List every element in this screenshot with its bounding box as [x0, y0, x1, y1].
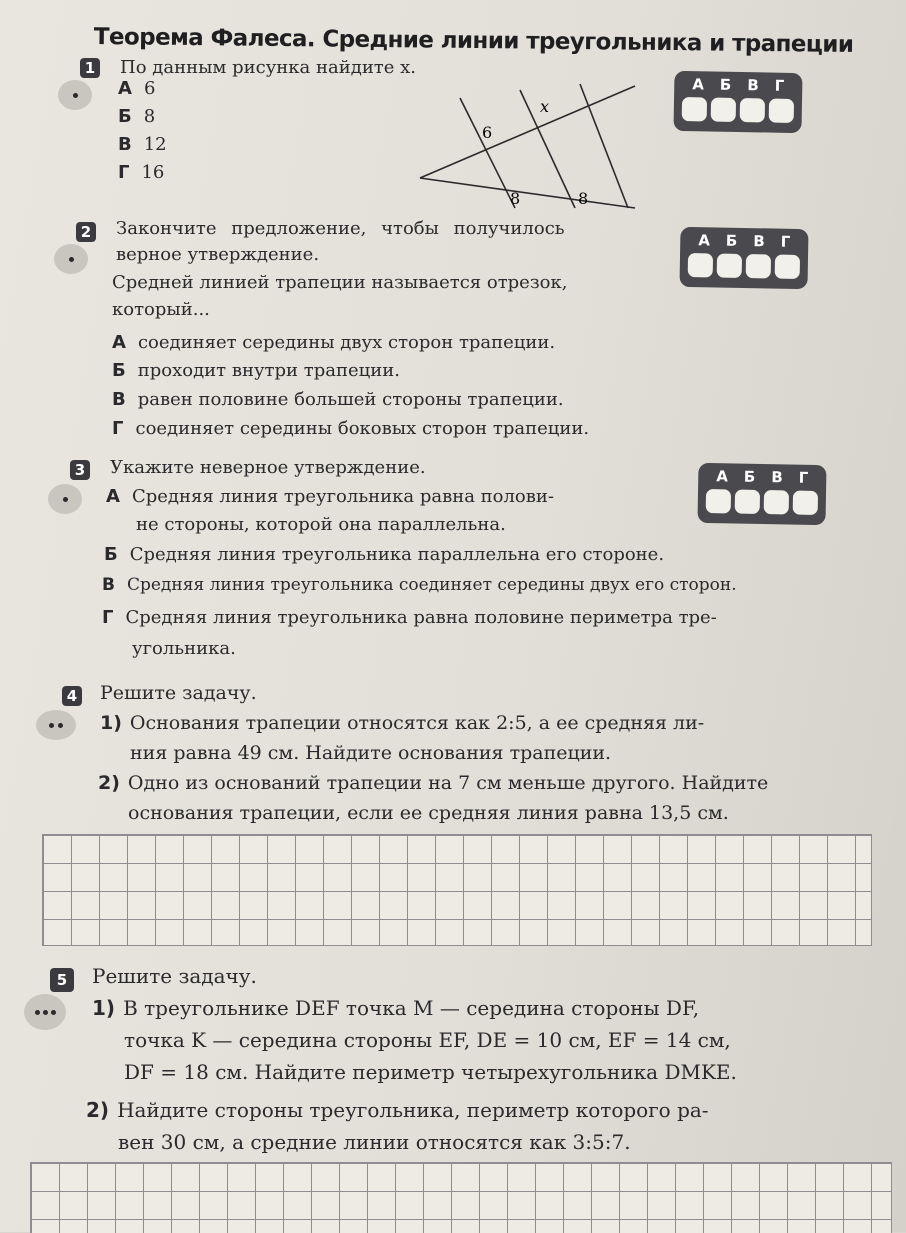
option-letter: А	[106, 486, 120, 507]
task-stem: Средней линией трапеции называется отрезок,	[112, 272, 568, 293]
item-number: 1)	[100, 712, 122, 734]
difficulty-marker	[58, 80, 92, 110]
option-a[interactable]	[118, 78, 155, 99]
answer-cell-b[interactable]	[717, 254, 742, 278]
option-text: Средняя линия треугольника равна половине периметра тре-	[125, 607, 717, 628]
option-text: 16	[141, 162, 165, 183]
page-title: Теорема Фалеса. Средние линии треугольника и трапеции	[93, 24, 854, 58]
answer-letter: Г	[798, 468, 809, 487]
option-b[interactable]	[112, 360, 400, 381]
option-letter: В	[112, 389, 126, 410]
option-b[interactable]	[118, 106, 155, 127]
option-a-continuation: не стороны, которой она параллельна.	[136, 514, 506, 535]
option-text: Средняя линия треугольника равна полови-	[131, 486, 554, 507]
item-number: 2)	[86, 1098, 110, 1122]
task-item-2	[98, 772, 768, 794]
task-item-1-continuation: ния равна 49 см. Найдите основания трапеции.	[130, 742, 612, 764]
task-prompt: По данным рисунка найдите x.	[120, 57, 417, 78]
answer-box	[697, 463, 826, 525]
answer-letter: В	[771, 468, 783, 487]
answer-letter: А	[698, 231, 711, 250]
option-letter: Б	[104, 544, 118, 565]
option-d[interactable]	[112, 418, 589, 439]
item-text: Основания трапеции относятся как 2:5, а ее средняя ли-	[129, 712, 705, 734]
option-c[interactable]	[102, 575, 737, 595]
task-item-1-continuation: DF = 18 см. Найдите периметр четырехугольника DMKE.	[124, 1060, 737, 1084]
figure-label-8b: 8	[578, 189, 589, 208]
answer-cell-d[interactable]	[775, 255, 800, 279]
option-letter: Б	[112, 360, 126, 381]
option-c[interactable]	[118, 134, 167, 155]
answer-cell-d[interactable]	[769, 99, 794, 123]
task-prompt: Укажите неверное утверждение.	[110, 457, 426, 478]
task-item-1	[100, 712, 704, 734]
answer-cell-b[interactable]	[711, 98, 736, 122]
option-letter: А	[118, 78, 132, 99]
difficulty-marker	[54, 244, 88, 274]
option-d[interactable]	[118, 162, 164, 183]
option-c[interactable]	[112, 389, 564, 410]
answer-cell-a[interactable]	[688, 253, 713, 277]
task-number-badge: 5	[50, 968, 74, 992]
task-item-2	[86, 1098, 709, 1122]
answer-letter: Г	[780, 232, 791, 251]
answer-grid[interactable]	[30, 1162, 892, 1233]
transversal-line	[420, 86, 635, 178]
answer-box	[679, 227, 808, 289]
option-text: Средняя линия треугольника соединяет середины двух его сторон.	[126, 575, 737, 595]
option-letter: Б	[118, 106, 132, 127]
task-prompt: Решите задачу.	[92, 964, 257, 988]
task-number-badge: 2	[76, 222, 96, 242]
option-letter: Г	[112, 418, 124, 439]
answer-letter: Г	[774, 76, 785, 95]
answer-cell-a[interactable]	[706, 489, 731, 513]
option-letter: А	[112, 332, 126, 353]
answer-grid[interactable]	[42, 834, 872, 946]
answer-letter: Б	[719, 75, 732, 94]
task-stem: который...	[112, 299, 210, 320]
option-b[interactable]	[104, 544, 664, 565]
task-number-badge: 4	[62, 686, 82, 706]
answer-letter: В	[747, 76, 759, 95]
task-prompt: верное утверждение.	[116, 244, 320, 265]
task-item-2-continuation: основания трапеции, если ее средняя линия равна 13,5 см.	[128, 802, 729, 824]
thales-figure	[410, 80, 640, 215]
option-text: проходит внутри трапеции.	[137, 360, 400, 381]
answer-cell-d[interactable]	[793, 491, 818, 515]
item-text: Одно из оснований трапеции на 7 см меньше другого. Найдите	[127, 772, 769, 794]
option-a[interactable]	[106, 486, 554, 507]
item-number: 1)	[92, 996, 116, 1020]
option-text: 6	[143, 78, 156, 99]
item-text: Найдите стороны треугольника, периметр которого ра-	[117, 1098, 709, 1122]
option-text: соединяет середины боковых сторон трапеции.	[135, 418, 590, 439]
answer-letter: В	[753, 232, 765, 251]
item-number: 2)	[98, 772, 120, 794]
answer-cell-c[interactable]	[746, 254, 771, 278]
task-item-2-continuation: вен 30 см, а средние линии относятся как 3:5:7.	[118, 1130, 631, 1154]
option-text: соединяет середины двух сторон трапеции.	[137, 332, 556, 353]
option-text: 12	[143, 134, 167, 155]
figure-label-8a: 8	[510, 189, 521, 208]
option-d-continuation: угольника.	[132, 638, 236, 659]
task-number-badge: 3	[70, 460, 90, 480]
answer-letters	[680, 227, 808, 251]
difficulty-marker	[48, 484, 82, 514]
answer-box	[673, 71, 802, 133]
answer-letter: А	[692, 75, 705, 94]
task-item-1	[92, 996, 699, 1020]
option-a[interactable]	[112, 332, 555, 353]
option-text: равен половине большей стороны трапеции.	[137, 389, 564, 410]
task-prompt: Закончите предложение, чтобы получилось	[116, 218, 565, 239]
difficulty-marker	[36, 710, 76, 740]
answer-cell-c[interactable]	[740, 98, 765, 122]
option-letter: Г	[118, 162, 130, 183]
difficulty-marker	[24, 994, 66, 1030]
option-text: 8	[143, 106, 156, 127]
answer-cell-a[interactable]	[682, 97, 707, 121]
option-text: Средняя линия треугольника параллельна его стороне.	[129, 544, 665, 565]
figure-label-6: 6	[482, 123, 493, 142]
item-text: В треугольнике DEF точка M — середина стороны DF,	[123, 996, 700, 1020]
answer-letters	[674, 71, 802, 95]
figure-label-x: x	[540, 97, 550, 116]
answer-letter: Б	[743, 467, 756, 486]
answer-letter: Б	[725, 231, 738, 250]
answer-cell-b[interactable]	[735, 490, 760, 514]
task-prompt: Решите задачу.	[100, 682, 257, 704]
option-letter: В	[102, 575, 115, 595]
answer-letters	[698, 463, 826, 487]
task-number-badge: 1	[80, 58, 100, 78]
answer-letter: А	[716, 467, 729, 486]
option-d[interactable]	[102, 607, 717, 628]
option-letter: В	[118, 134, 132, 155]
answer-cell-c[interactable]	[764, 490, 789, 514]
option-letter: Г	[102, 607, 114, 628]
parallel-line-1	[460, 98, 515, 208]
task-item-1-continuation: точка K — середина стороны EF, DE = 10 см, EF = 14 см,	[124, 1028, 731, 1052]
base-line	[420, 178, 635, 208]
